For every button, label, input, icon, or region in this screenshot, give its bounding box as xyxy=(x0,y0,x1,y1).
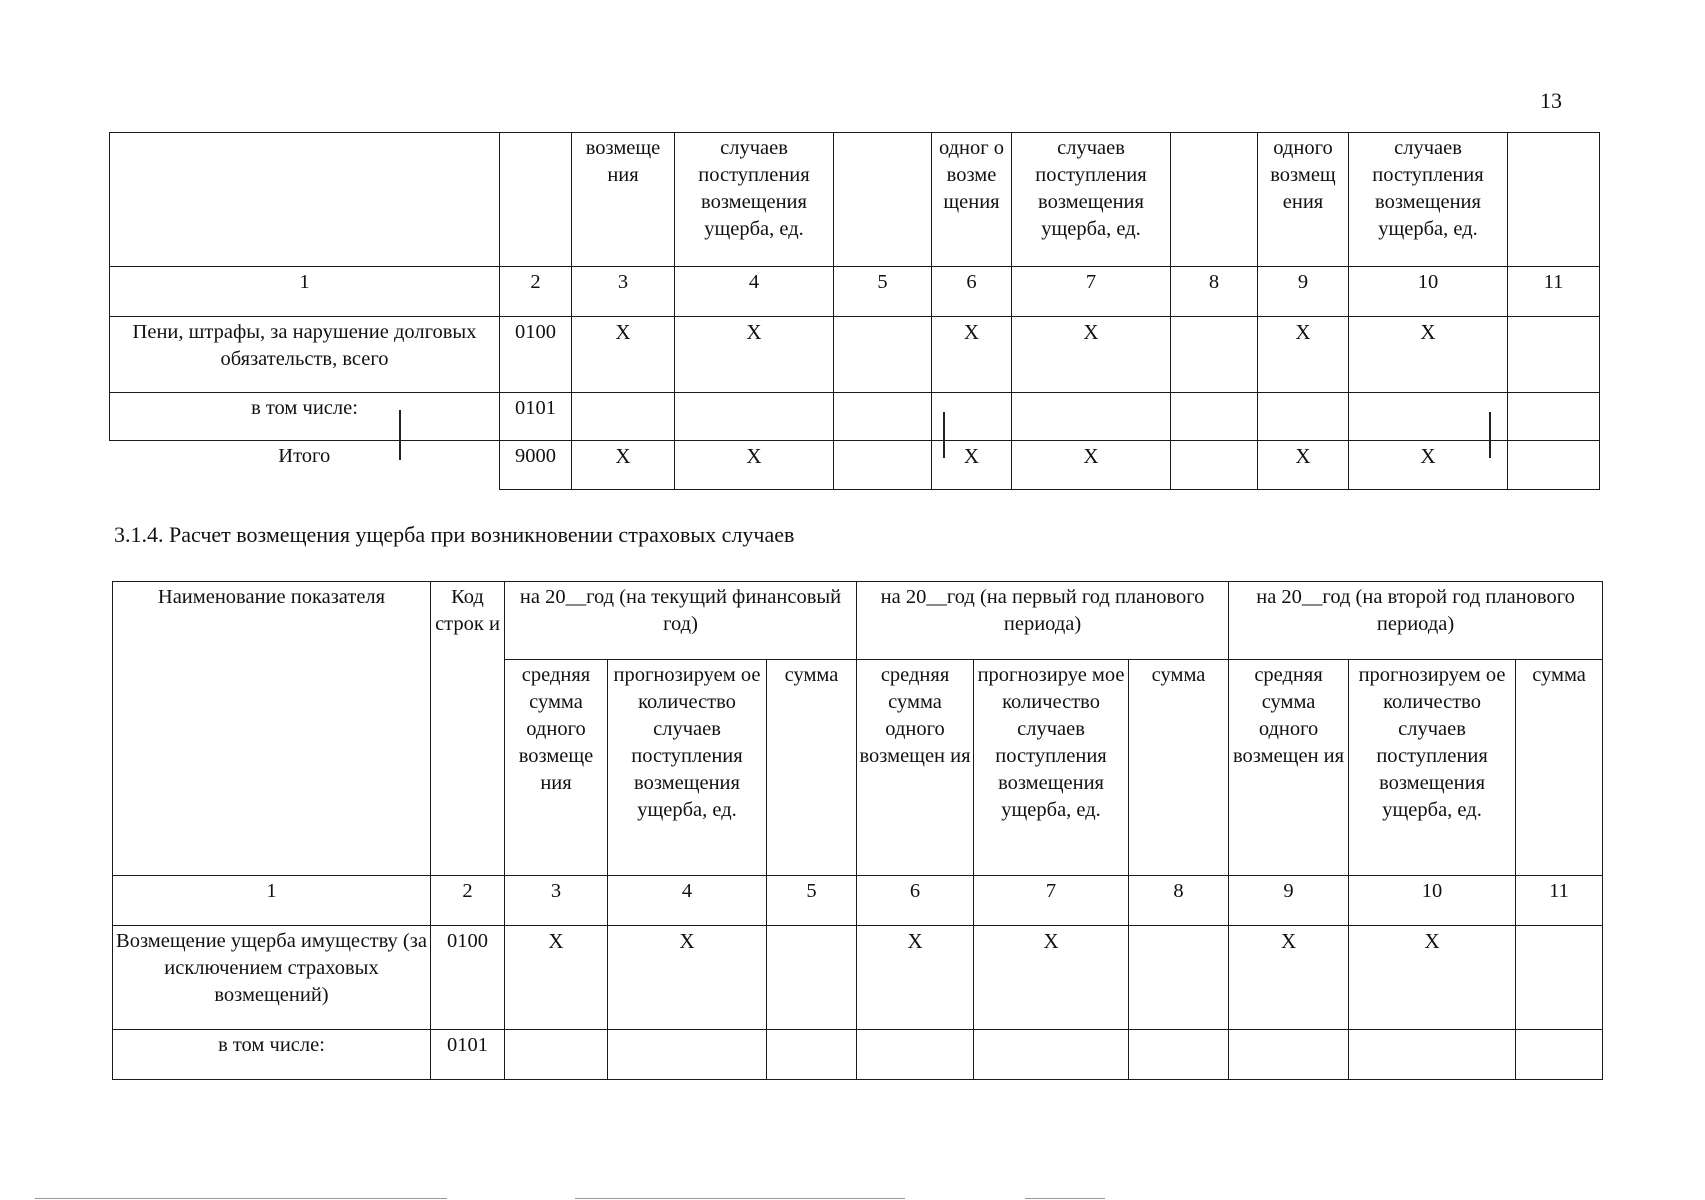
cell xyxy=(505,1030,608,1080)
column-number: 5 xyxy=(834,267,932,317)
cell xyxy=(675,393,834,441)
table-row xyxy=(113,926,1603,1030)
cell: X xyxy=(675,441,834,490)
header-avg: средняя сумма одного возмещен ия xyxy=(1229,660,1349,876)
column-number: 10 xyxy=(1349,267,1508,317)
row-code: 0100 xyxy=(431,926,505,1030)
header-cell-6: одног о возме щения xyxy=(932,133,1012,267)
cell xyxy=(608,1030,767,1080)
page-number: 13 xyxy=(1540,88,1562,113)
cell xyxy=(767,926,857,1030)
header-period-second-plan: на 20__год (на второй год планового периода) xyxy=(1229,582,1603,660)
cell xyxy=(1229,1030,1349,1080)
cell xyxy=(1171,317,1258,393)
section-heading: 3.1.4. Расчет возмещения ущерба при возникновении страховых случаев xyxy=(114,522,795,547)
cell xyxy=(1508,393,1600,441)
cell: X xyxy=(857,926,974,1030)
cell: X xyxy=(932,317,1012,393)
column-number: 2 xyxy=(431,876,505,926)
cell xyxy=(1012,393,1171,441)
total-row xyxy=(110,441,1600,490)
column-number: 3 xyxy=(505,876,608,926)
column-number: 8 xyxy=(1129,876,1229,926)
column-number: 4 xyxy=(675,267,834,317)
cell: X xyxy=(1258,317,1349,393)
cell xyxy=(834,441,932,490)
cell: X xyxy=(1229,926,1349,1030)
header-period-current: на 20__год (на текущий финансовый год) xyxy=(505,582,857,660)
column-number: 10 xyxy=(1349,876,1516,926)
cell xyxy=(1129,926,1229,1030)
header-cell-10: случаев поступления возмещения ущерба, ед. xyxy=(1349,133,1508,267)
header-cell-11 xyxy=(1508,133,1600,267)
header-sum: сумма xyxy=(1129,660,1229,876)
total-code: 9000 xyxy=(500,441,572,490)
header-name: Наименование показателя xyxy=(113,582,431,876)
header-cell-9: одного возмещ ения xyxy=(1258,133,1349,267)
row-name: в том числе: xyxy=(110,393,500,441)
cell: X xyxy=(1012,317,1171,393)
column-number: 8 xyxy=(1171,267,1258,317)
footer-rule xyxy=(1025,1198,1105,1199)
column-number: 11 xyxy=(1508,267,1600,317)
cell: X xyxy=(1012,441,1171,490)
column-number: 7 xyxy=(974,876,1129,926)
column-number: 4 xyxy=(608,876,767,926)
column-number: 7 xyxy=(1012,267,1171,317)
header-cell-name xyxy=(110,133,500,267)
column-number: 9 xyxy=(1229,876,1349,926)
row-name: Возмещение ущерба имуществу (за исключением страховых возмещений) xyxy=(113,926,431,1030)
cell: X xyxy=(1349,926,1516,1030)
row-name: в том числе: xyxy=(113,1030,431,1080)
header-cell-5 xyxy=(834,133,932,267)
header-cell-4: случаев поступления возмещения ущерба, ед. xyxy=(675,133,834,267)
column-number: 1 xyxy=(113,876,431,926)
cell: X xyxy=(505,926,608,1030)
cell xyxy=(1516,926,1603,1030)
cell: X xyxy=(932,441,1012,490)
footer-rule xyxy=(575,1198,905,1199)
header-cell-code xyxy=(500,133,572,267)
header-period-first-plan: на 20__год (на первый год планового периода) xyxy=(857,582,1229,660)
header-cell-8 xyxy=(1171,133,1258,267)
table-row xyxy=(113,1030,1603,1080)
header-avg: средняя сумма одного возмещен ия xyxy=(857,660,974,876)
cell: X xyxy=(572,317,675,393)
damage-penalties-table xyxy=(109,132,1600,490)
column-number: 5 xyxy=(767,876,857,926)
header-count: прогнозируем ое количество случаев поступления возмещения ущерба, ед. xyxy=(1349,660,1516,876)
damage-compensation-table xyxy=(112,581,1603,1080)
cell xyxy=(1258,393,1349,441)
column-number: 1 xyxy=(110,267,500,317)
row-code: 0100 xyxy=(500,317,572,393)
footer-rule xyxy=(35,1198,447,1199)
cell: X xyxy=(1258,441,1349,490)
cell xyxy=(1171,393,1258,441)
column-number: 9 xyxy=(1258,267,1349,317)
cell xyxy=(1171,441,1258,490)
column-number: 2 xyxy=(500,267,572,317)
cell: X xyxy=(1349,441,1508,490)
cell xyxy=(857,1030,974,1080)
cell xyxy=(572,393,675,441)
cell xyxy=(834,317,932,393)
cell: X xyxy=(974,926,1129,1030)
cell xyxy=(1508,441,1600,490)
table-row xyxy=(110,393,1600,441)
row-code: 0101 xyxy=(500,393,572,441)
header-code: Код строк и xyxy=(431,582,505,876)
cell xyxy=(1508,317,1600,393)
header-sum: сумма xyxy=(1516,660,1603,876)
header-sum: сумма xyxy=(767,660,857,876)
cell: X xyxy=(1349,317,1508,393)
cell xyxy=(974,1030,1129,1080)
cell xyxy=(1349,1030,1516,1080)
column-number: 11 xyxy=(1516,876,1603,926)
scan-mark xyxy=(399,410,401,460)
header-avg: средняя сумма одного возмеще ния xyxy=(505,660,608,876)
table-header-row xyxy=(110,133,1600,267)
cell xyxy=(1516,1030,1603,1080)
cell: X xyxy=(608,926,767,1030)
header-cell-7: случаев поступления возмещения ущерба, ед. xyxy=(1012,133,1171,267)
cell xyxy=(1349,393,1508,441)
scan-mark xyxy=(943,412,945,458)
column-number: 6 xyxy=(857,876,974,926)
total-label: Итого xyxy=(110,441,500,490)
cell: X xyxy=(675,317,834,393)
header-count: прогнозируе мое количество случаев поступления возмещения ущерба, ед. xyxy=(974,660,1129,876)
cell xyxy=(834,393,932,441)
header-cell-3: возмеще ния xyxy=(572,133,675,267)
table-row xyxy=(110,317,1600,393)
column-number: 6 xyxy=(932,267,1012,317)
table-header-row xyxy=(113,582,1603,660)
column-number: 3 xyxy=(572,267,675,317)
header-count: прогнозируем ое количество случаев поступления возмещения ущерба, ед. xyxy=(608,660,767,876)
cell: X xyxy=(572,441,675,490)
scan-mark xyxy=(1489,412,1491,458)
cell xyxy=(1129,1030,1229,1080)
column-number-row xyxy=(110,267,1600,317)
cell xyxy=(767,1030,857,1080)
row-code: 0101 xyxy=(431,1030,505,1080)
row-name: Пени, штрафы, за нарушение долговых обязательств, всего xyxy=(110,317,500,393)
column-number-row xyxy=(113,876,1603,926)
